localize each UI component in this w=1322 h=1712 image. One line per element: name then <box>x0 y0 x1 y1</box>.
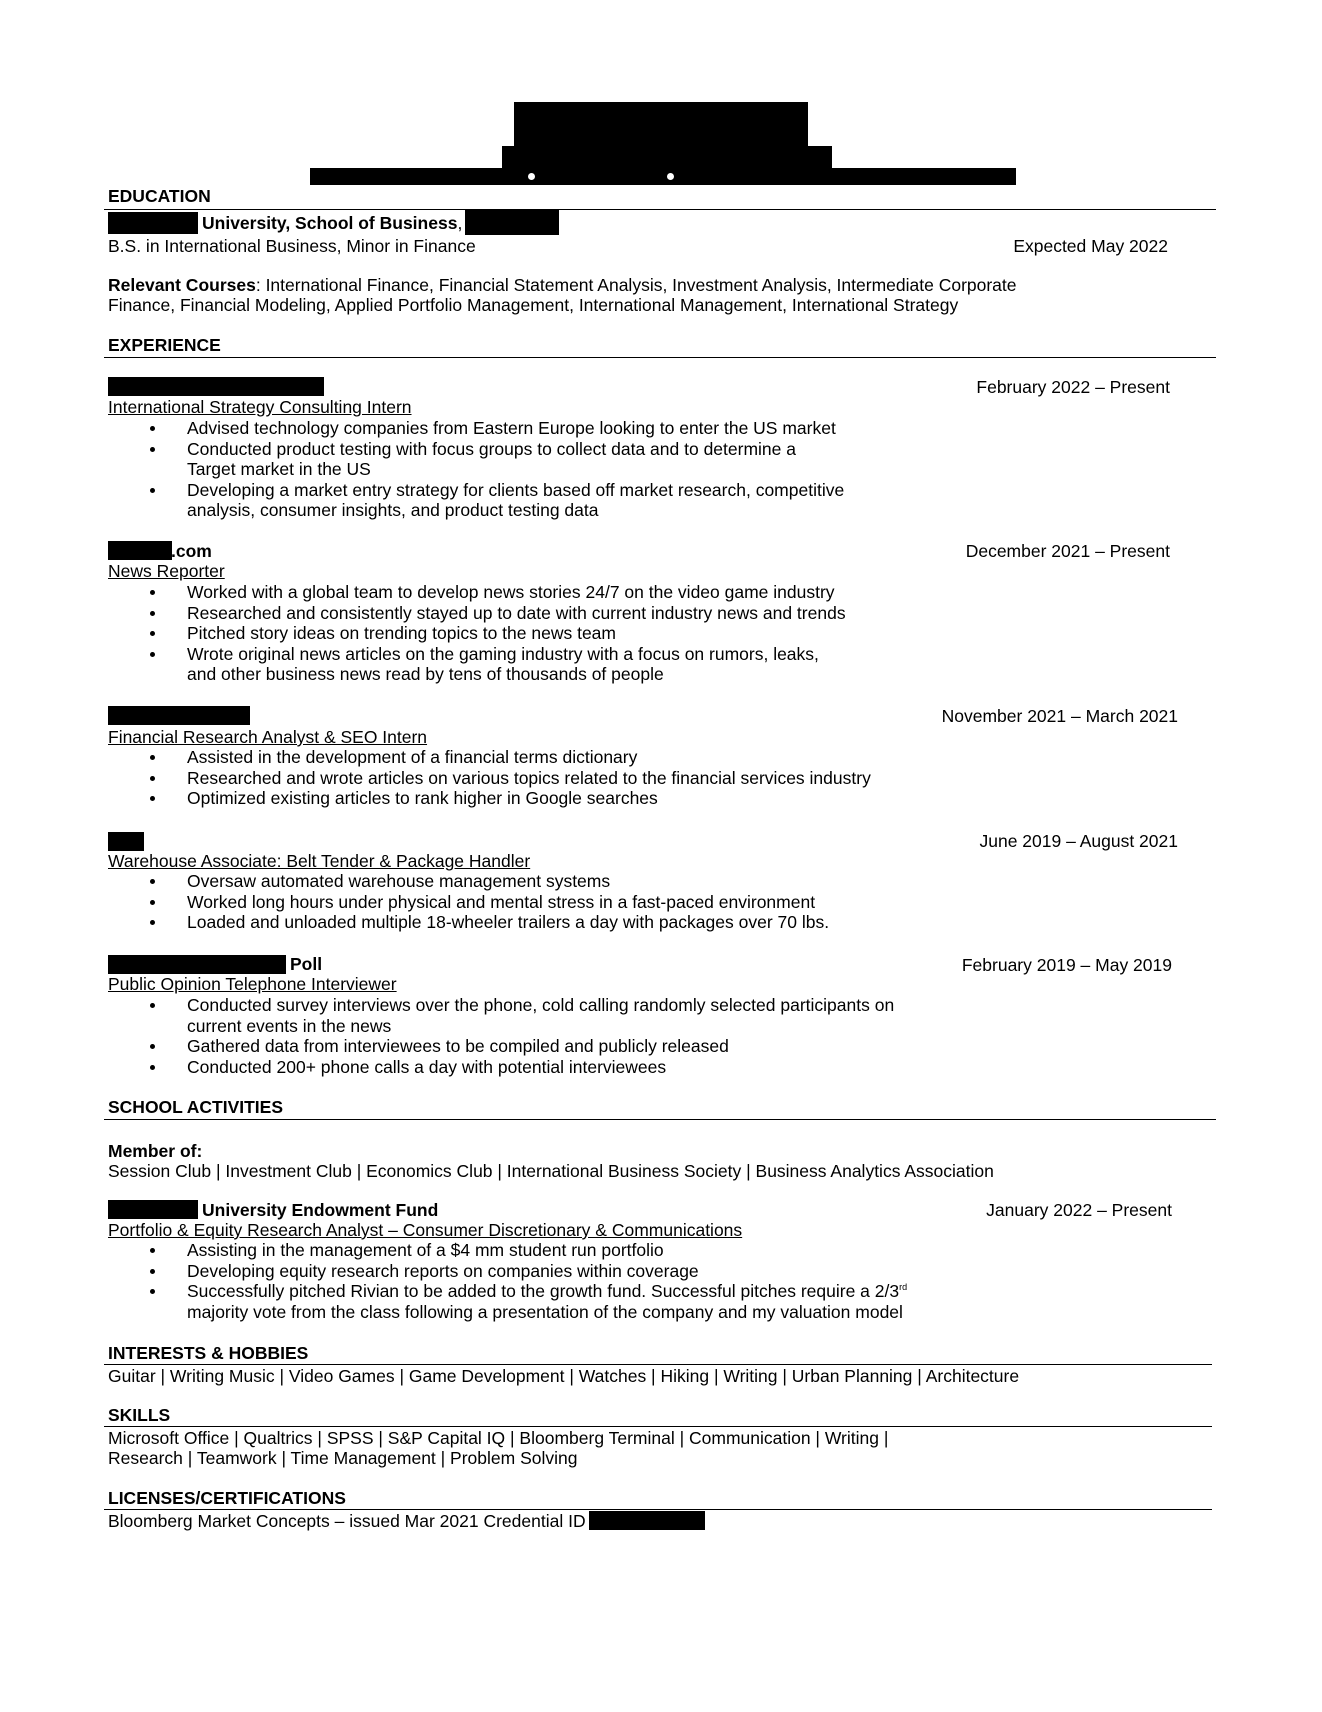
redacted-credential-id <box>589 1511 705 1530</box>
degree: B.S. in International Business, Minor in Finance <box>108 236 476 256</box>
activities-heading: SCHOOL ACTIVITIES <box>108 1097 284 1117</box>
education-heading: EDUCATION <box>108 186 211 206</box>
list-item: Conducted 200+ phone calls a day with potential interviewees <box>148 1057 894 1078</box>
relevant-courses-line-2: Finance, Financial Modeling, Applied Portfolio Management, International Management, International Strategy <box>108 295 959 315</box>
list-item: Assisted in the development of a financial terms dictionary <box>148 747 871 768</box>
interests-heading: INTERESTS & HOBBIES <box>108 1343 309 1363</box>
licenses-rule <box>104 1509 1212 1510</box>
redacted-fund-university <box>108 1200 198 1219</box>
job-1-bullets <box>148 418 844 521</box>
redacted-subtitle <box>502 146 832 168</box>
contact-separator-dot-2 <box>667 173 674 180</box>
list-item: Conducted survey interviews over the phone, cold calling randomly selected participants on <box>148 995 894 1016</box>
job-3-bullets <box>148 747 871 809</box>
license-entry: Bloomberg Market Concepts – issued Mar 2021 Credential ID <box>108 1511 586 1531</box>
list-item: Assisting in the management of a $4 mm student run portfolio <box>148 1240 907 1261</box>
list-item: Researched and wrote articles on various topics related to the financial services industry <box>148 768 871 789</box>
skills-line-2: Research | Teamwork | Time Management | Problem Solving <box>108 1448 578 1468</box>
list-item: Gathered data from interviewees to be compiled and publicly released <box>148 1036 894 1057</box>
skills-rule <box>104 1426 1212 1427</box>
list-item-continuation: and other business news read by tens of thousands of people <box>187 664 664 685</box>
list-item: Oversaw automated warehouse management systems <box>148 871 829 892</box>
employer-2-suffix: .com <box>171 541 212 561</box>
redacted-name <box>514 102 808 146</box>
redacted-employer-5 <box>108 955 286 974</box>
school-name: University, School of Business, <box>202 213 463 233</box>
interests-list: Guitar | Writing Music | Video Games | Game Development | Watches | Hiking | Writing | Urban Planning | Architecture <box>108 1366 1020 1386</box>
activities-rule <box>104 1119 1216 1120</box>
job-4-date: June 2019 – August 2021 <box>979 831 1178 851</box>
fund-bullets <box>148 1240 907 1322</box>
job-2-date: December 2021 – Present <box>965 541 1170 561</box>
list-item: Wrote original news articles on the gaming industry with a focus on rumors, leaks, <box>148 644 846 665</box>
expected-date: Expected May 2022 <box>1013 236 1168 256</box>
experience-rule <box>104 357 1216 358</box>
skills-line-1: Microsoft Office | Qualtrics | SPSS | S&P Capital IQ | Bloomberg Terminal | Communication | Writing | <box>108 1428 889 1448</box>
interests-rule <box>104 1364 1212 1365</box>
list-item-continuation: Target market in the US <box>187 459 371 480</box>
list-item: Worked with a global team to develop news stories 24/7 on the video game industry <box>148 582 846 603</box>
job-2-title: News Reporter <box>108 561 225 581</box>
licenses-heading: LICENSES/CERTIFICATIONS <box>108 1488 346 1508</box>
job-1-title: International Strategy Consulting Intern <box>108 397 412 417</box>
list-item-continuation: majority vote from the class following a presentation of the company and my valuation model <box>187 1301 903 1322</box>
list-item: Advised technology companies from Eastern Europe looking to enter the US market <box>148 418 844 439</box>
job-3-date: November 2021 – March 2021 <box>941 706 1178 726</box>
list-item-continuation: current events in the news <box>187 1015 392 1036</box>
list-item: Researched and consistently stayed up to date with current industry news and trends <box>148 603 846 624</box>
list-item: Loaded and unloaded multiple 18-wheeler trailers a day with packages over 70 lbs. <box>148 912 829 933</box>
list-item: Worked long hours under physical and mental stress in a fast-paced environment <box>148 892 829 913</box>
employer-5-suffix: Poll <box>290 954 323 974</box>
list-item: Optimized existing articles to rank higher in Google searches <box>148 788 871 809</box>
list-item-continuation: analysis, consumer insights, and product testing data <box>187 500 599 521</box>
job-3-title: Financial Research Analyst & SEO Intern <box>108 727 428 747</box>
list-item: Pitched story ideas on trending topics to the news team <box>148 623 846 644</box>
experience-heading: EXPERIENCE <box>108 335 221 355</box>
redacted-school-name <box>108 212 198 234</box>
redacted-employer-4 <box>108 832 144 851</box>
redacted-contact-line <box>310 168 1016 185</box>
redacted-employer-3 <box>108 706 250 725</box>
job-5-bullets <box>148 995 894 1077</box>
job-4-bullets <box>148 871 829 933</box>
list-item: Successfully pitched Rivian to be added to the growth fund. Successful pitches require a 2/3rd <box>148 1281 907 1302</box>
job-5-title: Public Opinion Telephone Interviewer <box>108 974 397 994</box>
list-item: Developing a market entry strategy for clients based off market research, competitive <box>148 480 844 501</box>
list-item: Developing equity research reports on companies within coverage <box>148 1261 907 1282</box>
fund-date: January 2022 – Present <box>986 1200 1172 1220</box>
member-label: Member of: <box>108 1141 203 1161</box>
fund-title: Portfolio & Equity Research Analyst – Consumer Discretionary & Communications <box>108 1220 743 1240</box>
contact-separator-dot-1 <box>528 173 535 180</box>
redacted-school-location <box>465 210 559 235</box>
job-2-bullets <box>148 582 846 685</box>
job-1-date: February 2022 – Present <box>976 377 1170 397</box>
redacted-employer-1 <box>108 377 324 396</box>
fund-name: University Endowment Fund <box>202 1200 439 1220</box>
education-rule <box>104 209 1216 210</box>
skills-heading: SKILLS <box>108 1405 171 1425</box>
clubs-list: Session Club | Investment Club | Economics Club | International Business Society | Business Analytics Association <box>108 1161 994 1181</box>
redacted-employer-2 <box>108 541 172 560</box>
relevant-courses-line-1: Relevant Courses: International Finance, Financial Statement Analysis, Investment Analysis, Intermediate Corporate <box>108 275 1017 295</box>
list-item: Conducted product testing with focus groups to collect data and to determine a <box>148 439 844 460</box>
job-4-title: Warehouse Associate: Belt Tender & Package Handler <box>108 851 531 871</box>
job-5-date: February 2019 – May 2019 <box>961 955 1172 975</box>
